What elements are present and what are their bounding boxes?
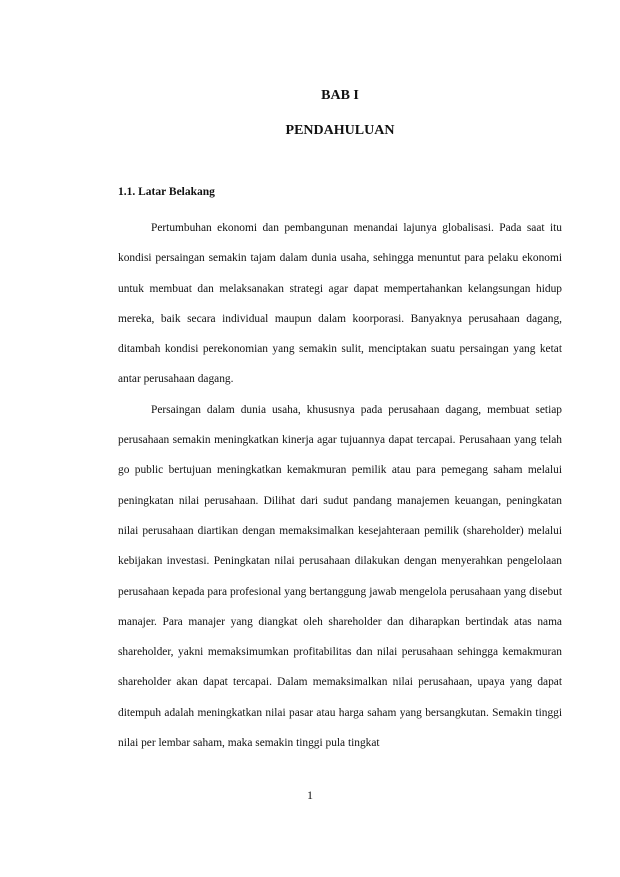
section-heading: 1.1. Latar Belakang — [118, 186, 215, 198]
paragraph-2: Persaingan dalam dunia usaha, khususnya pada perusahaan dagang, membuat setiap perusahaan semakin meningkatkan kinerja agar tujuannya dapat tercapai. Perusahaan yang telah go public bertujuan meningkatkan kemakmuran pemilik atau para pemegang saham melalui peningkatan nilai perusahaan. Dilihat dari sudut pandang manajemen keuangan, peningkatan nilai perusahaan diartikan dengan memaksimalkan kesejahteraan pemilik (shareholder) melalui kebijakan investasi. Peningkatan nilai perusahaan dilakukan dengan menyerahkan pengelolaan perusahaan kepada para profesional yang bertanggung jawab mengelola perusahaan yang disebut manajer. Para manajer yang diangkat oleh shareholder dan diharapkan bertindak atas nama shareholder, yakni memaksimumkan profitabilitas dan nilai perusahaan sehingga kemakmuran shareholder akan dapat tercapai. Dalam memaksimalkan nilai perusahaan, upaya yang dapat ditempuh adalah meningkatkan nilai pasar atau harga saham yang bersangkutan. Semakin tinggi nilai per lembar saham, maka semakin tinggi pula tingkat — [118, 403, 562, 750]
body-text — [118, 213, 562, 758]
chapter-title: PENDAHULUAN — [285, 123, 395, 138]
paragraph-1: Pertumbuhan ekonomi dan pembangunan menandai lajunya globalisasi. Pada saat itu kondisi persaingan semakin tajam dalam dunia usaha, sehingga menuntut para pelaku ekonomi untuk membuat dan melaksanakan strategi agar dapat mempertahankan kelangsungan hidup mereka, baik secara individual maupun dalam koorporasi. Banyaknya perusahaan dagang, ditambah kondisi perekonomian yang semakin sulit, menciptakan suatu persaingan yang ketat antar perusahaan dagang. — [118, 222, 562, 386]
page-number: 1 — [307, 788, 313, 802]
chapter-number: BAB I — [321, 88, 359, 103]
